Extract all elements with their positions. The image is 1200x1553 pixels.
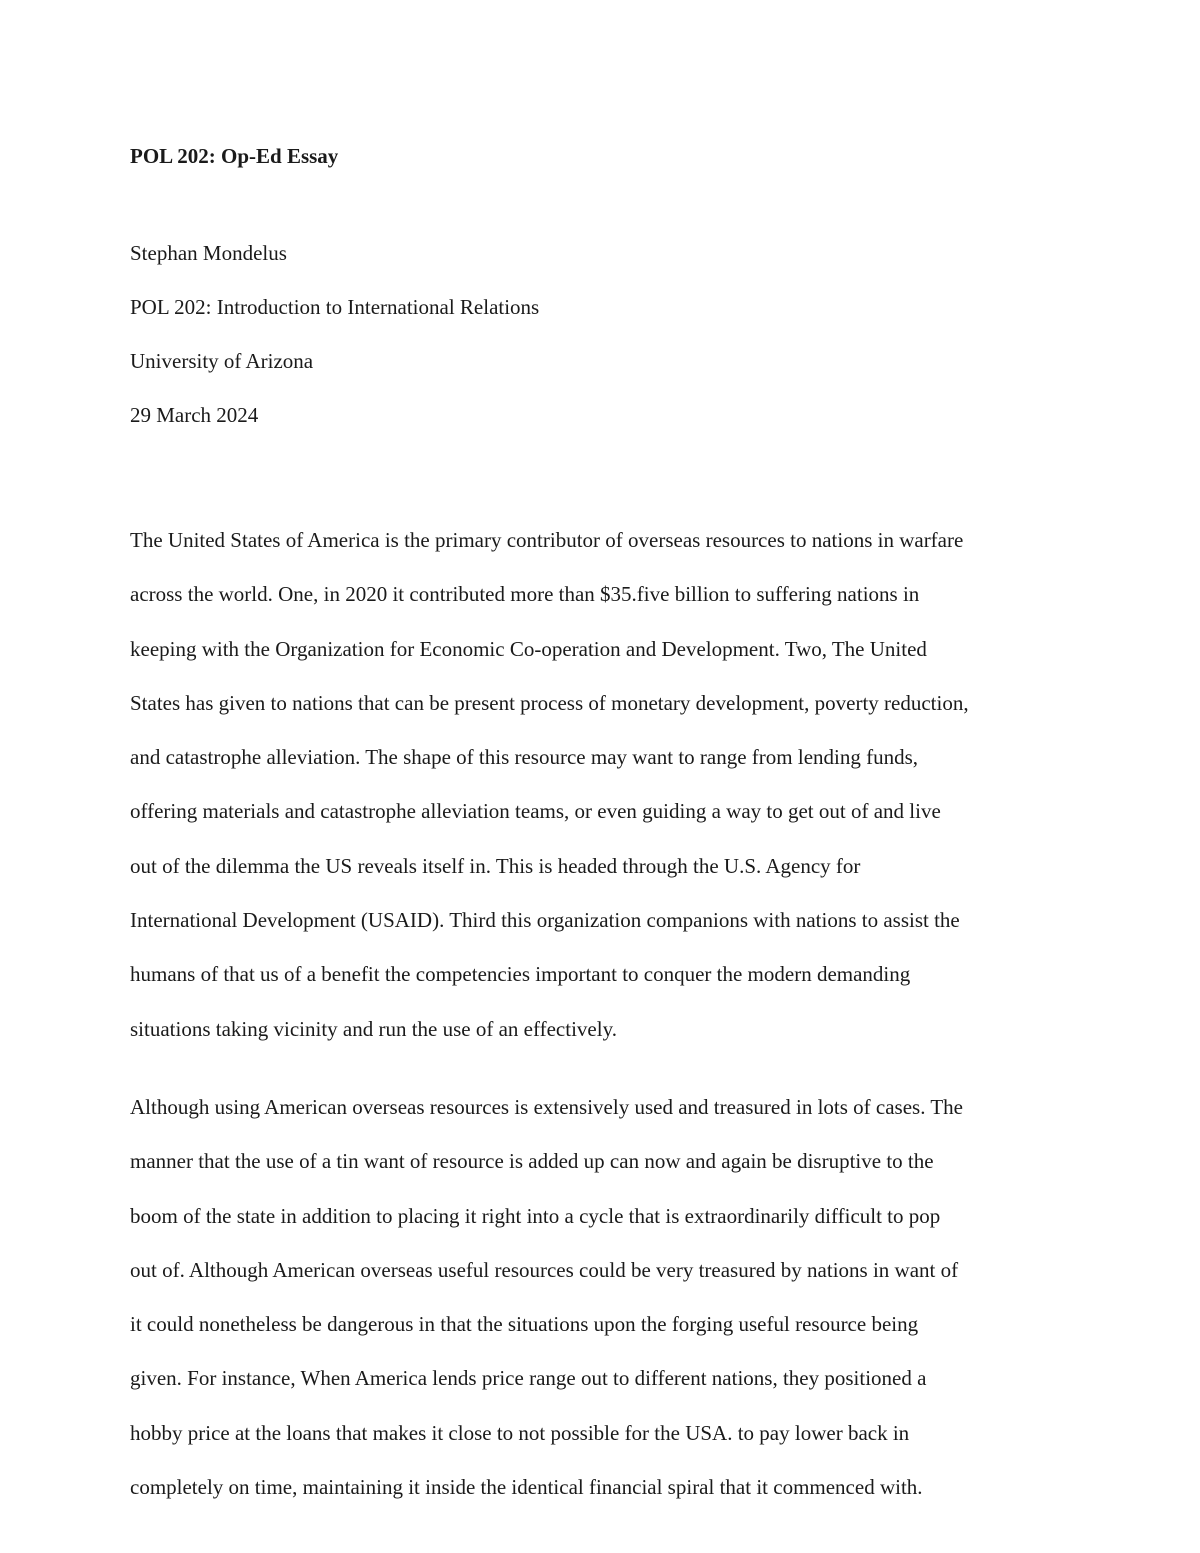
body-paragraph-2 — [130, 1080, 1080, 1514]
author-name: Stephan Mondelus — [130, 241, 287, 265]
paragraph-line: across the world. One, in 2020 it contributed more than $35.five billion to suffering nations in — [130, 582, 920, 607]
paragraph-line: it could nonetheless be dangerous in that the situations upon the forging useful resource being — [130, 1312, 919, 1337]
paragraph-line: The United States of America is the primary contributor of overseas resources to nations in warfare — [130, 528, 964, 552]
institution-name: University of Arizona — [130, 349, 314, 373]
paragraph-line: given. For instance, When America lends price range out to different nations, they positioned a — [130, 1366, 927, 1391]
paragraph-line: Although using American overseas resources is extensively used and treasured in lots of cases. The — [130, 1095, 963, 1119]
paragraph-line: keeping with the Organization for Economic Co-operation and Development. Two, The United — [130, 636, 927, 661]
paragraph-line: out of. Although American overseas useful resources could be very treasured by nations in want of — [130, 1257, 959, 1282]
paragraph-line: hobby price at the loans that makes it close to not possible for the USA. to pay lower back in — [130, 1420, 910, 1445]
paragraph-line: completely on time, maintaining it inside the identical financial spiral that it commenced with. — [130, 1475, 923, 1500]
body-paragraph-1 — [130, 513, 1080, 1056]
document-date: 29 March 2024 — [130, 403, 259, 427]
course-name: POL 202: Introduction to International Relations — [130, 295, 540, 319]
paragraph-line: boom of the state in addition to placing it right into a cycle that is extraordinarily difficult to pop — [130, 1203, 941, 1228]
document-header — [130, 226, 539, 442]
paragraph-line: situations taking vicinity and run the use of an effectively. — [130, 1016, 617, 1041]
paragraph-line: offering materials and catastrophe alleviation teams, or even guiding a way to get out of and live — [130, 799, 941, 824]
document-title: POL 202: Op-Ed Essay — [130, 144, 339, 168]
paragraph-line: humans of that us of a benefit the competencies important to conquer the modern demanding — [130, 962, 911, 987]
paragraph-line: manner that the use of a tin want of resource is added up can now and again be disruptive to the — [130, 1149, 934, 1174]
paragraph-line: International Development (USAID). Third this organization companions with nations to assist the — [130, 908, 960, 933]
paragraph-line: States has given to nations that can be present process of monetary development, poverty reduction, — [130, 690, 969, 715]
paragraph-line: out of the dilemma the US reveals itself in. This is headed through the U.S. Agency for — [130, 853, 861, 878]
paragraph-line: and catastrophe alleviation. The shape of this resource may want to range from lending funds, — [130, 745, 919, 770]
